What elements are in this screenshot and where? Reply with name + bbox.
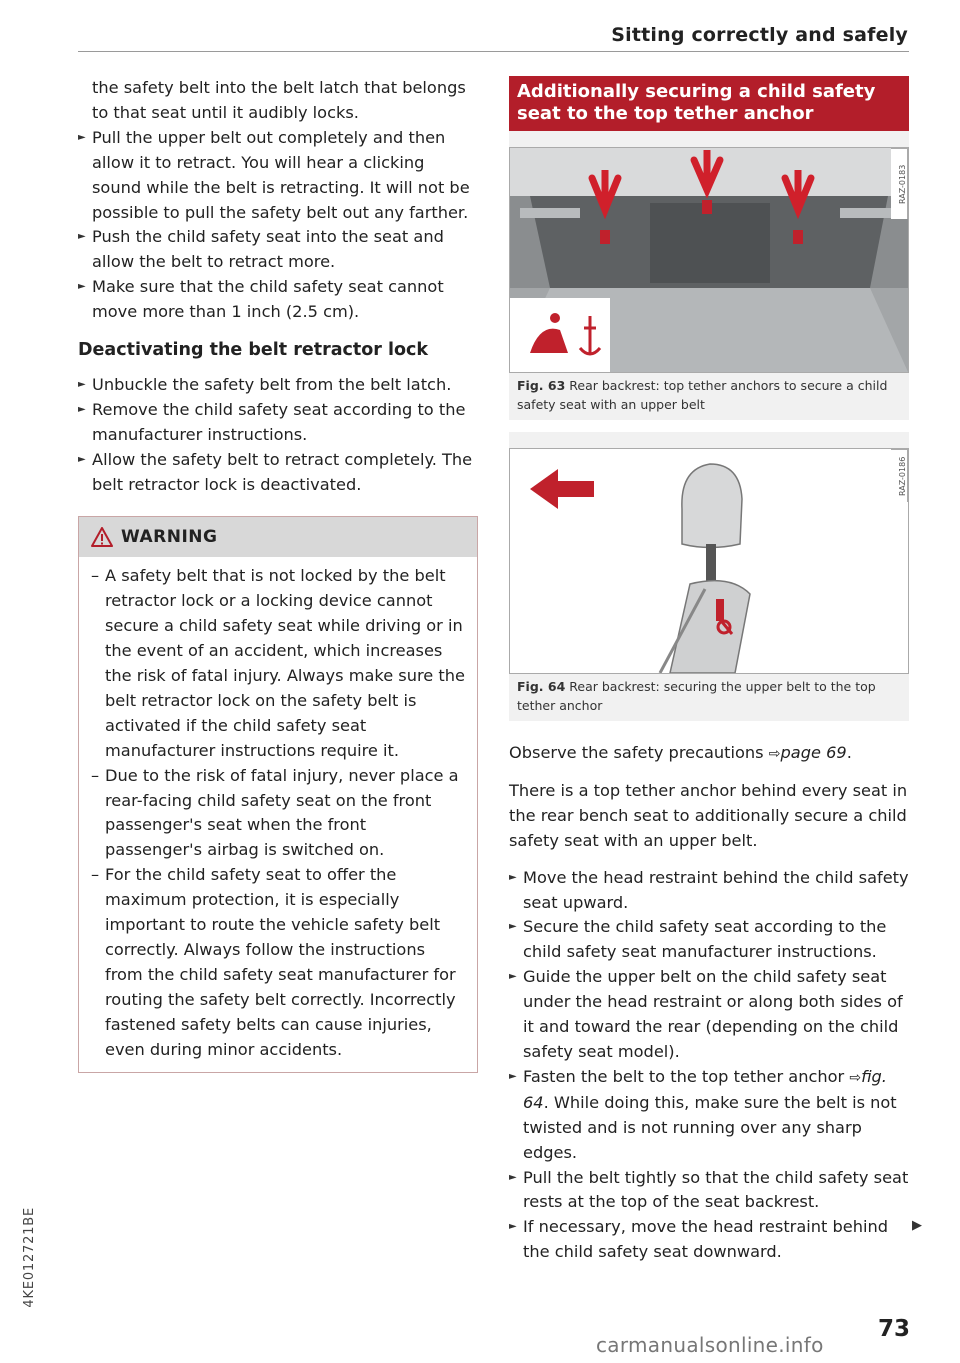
step-item: ► Unbuckle the safety belt from the belt latch.	[78, 373, 478, 398]
page-number: 73	[878, 1316, 911, 1342]
page-header-title: Sitting correctly and safely	[611, 24, 908, 46]
fasten-text: Fasten the belt to the top tether anchor	[523, 1066, 845, 1086]
figure-64-image	[509, 448, 909, 674]
figure-64-caption-text: Rear backrest: securing the upper belt to the top tether anchor	[517, 679, 876, 713]
figure-63-caption-text: Rear backrest: top tether anchors to secure a child safety seat with an upper belt	[517, 378, 888, 412]
warning-box	[78, 516, 478, 1073]
continuation-text: the safety belt into the belt latch that belongs to that seat until it audibly locks.	[92, 78, 466, 122]
tether-paragraph: There is a top tether anchor behind every seat in the rear bench seat to additionally secure a child safety seat with an upper belt.	[509, 780, 908, 850]
warning-item: – Due to the risk of fatal injury, never place a rear-facing child safety seat on the front passenger's seat when the front passenger's airbag is switched on.	[91, 764, 465, 864]
fasten-rest: . While doing this, make sure the belt is not twisted and is not running over any sharp edges.	[523, 1092, 897, 1162]
left-column	[78, 76, 478, 1073]
figure-63-caption	[509, 373, 909, 418]
figure-64-label: Fig. 64	[517, 679, 566, 694]
section-heading: Additionally securing a child safety seat to the top tether anchor	[509, 76, 909, 131]
ref-arrow-icon: ⇨	[768, 746, 781, 762]
figure-63-id: RAZ-0183	[891, 148, 908, 219]
step-list-deactivate	[78, 373, 478, 498]
step-list	[78, 126, 478, 325]
header-rule	[78, 51, 909, 52]
subheading-deactivating: Deactivating the belt retractor lock	[78, 340, 429, 361]
ref-arrow-icon: ⇨	[849, 1069, 862, 1086]
step-item: ► Push the child safety seat into the seat and allow the belt to retract more.	[78, 225, 478, 275]
continue-arrow-icon: ▶	[912, 1218, 922, 1233]
warning-title: WARNING	[121, 526, 218, 547]
step-item-fasten	[509, 1065, 909, 1166]
warning-body	[79, 557, 477, 1071]
figure-64	[509, 432, 909, 721]
figure-63-label: Fig. 63	[517, 378, 566, 393]
rear-backrest-illustration	[510, 148, 908, 372]
right-column	[509, 76, 909, 1265]
step-item: ► Pull the belt tightly so that the child safety seat rests at the top of the seat backrest.	[509, 1166, 909, 1216]
seat-belt-tether-illustration	[510, 449, 908, 673]
intro-end: .	[846, 743, 852, 762]
warning-item: – A safety belt that is not locked by the belt retractor lock or a locking device cannot secure a child safety seat while driving or in the event of an accident, which increases the risk of fatal injury. Always make sure the belt retractor lock on the safety belt is activated if the child safety seat manufacturer instructions require it.	[91, 564, 465, 763]
step-item: ► Guide the upper belt on the child safety seat under the head restraint or along both sides of it and toward the rear (depending on the child safety seat model).	[509, 965, 909, 1065]
fig-ref-link[interactable]: fig. 64	[523, 1066, 887, 1112]
step-item: ► Make sure that the child safety seat cannot move more than 1 inch (2.5 cm).	[78, 275, 478, 325]
step-item: ► Pull the upper belt out completely and then allow it to retract. You will hear a clicking sound while the belt is retracting. It will not be possible to pull the safety belt out any farther.	[78, 126, 478, 226]
step-item: ► Allow the safety belt to retract completely. The belt retractor lock is deactivated.	[78, 448, 478, 498]
warning-header	[79, 517, 477, 558]
warning-triangle-icon	[91, 527, 113, 547]
warning-item: – For the child safety seat to offer the maximum protection, it is especially important to route the vehicle safety belt correctly. Always follow the instructions from the child safety seat manufacturer for routing the safety belt correctly. Incorrectly fastened safety belts can cause injuries, even during minor accidents.	[91, 863, 465, 1062]
figure-64-caption	[509, 674, 909, 719]
step-item: ► Move the head restraint behind the child safety seat upward.	[509, 866, 909, 916]
intro-paragraph	[509, 741, 909, 767]
watermark: carmanualsonline.info	[596, 1333, 824, 1357]
figure-63	[509, 131, 909, 420]
intro-text: Observe the safety precautions	[509, 743, 764, 762]
step-item: ► Remove the child safety seat according to the manufacturer instructions.	[78, 398, 478, 448]
figure-63-image	[509, 147, 909, 373]
document-code: 4KE012721BE	[22, 1207, 37, 1308]
tether-step-list	[509, 866, 909, 1266]
step-item: ► Secure the child safety seat according to the child safety seat manufacturer instructions.	[509, 915, 909, 965]
figure-64-id: RAZ-0186	[891, 449, 908, 502]
step-item: ► If necessary, move the head restraint behind the child safety seat downward.	[509, 1215, 909, 1265]
page-ref-link[interactable]: page 69	[780, 743, 847, 762]
